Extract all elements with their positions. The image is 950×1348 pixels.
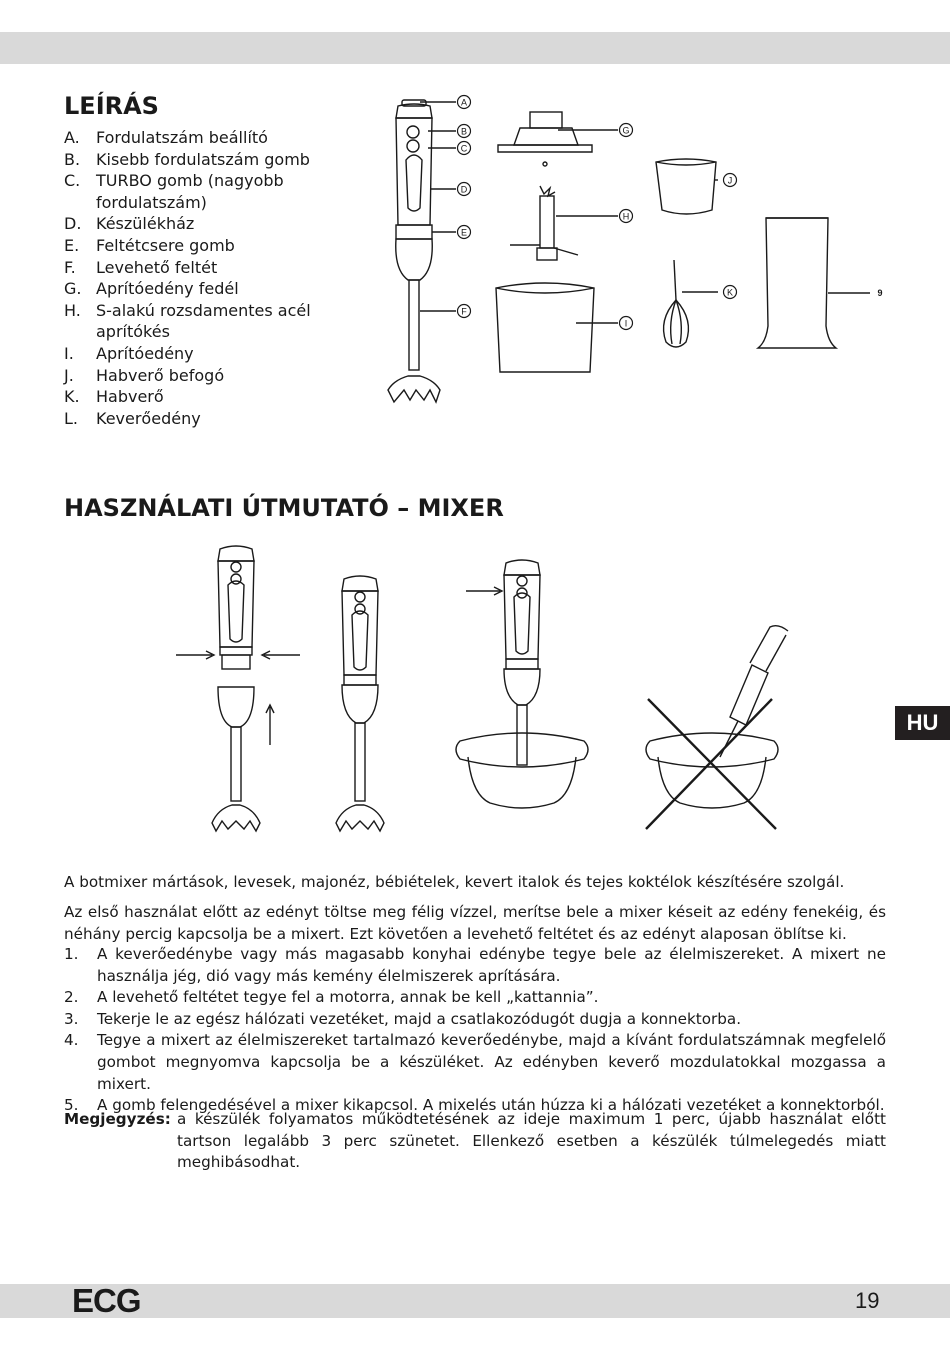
label-k: K <box>726 287 734 298</box>
page-number: 19 <box>855 1288 880 1313</box>
list-item <box>64 300 334 343</box>
note-text: a készülék folyamatos működtetésének az ideje maximum 1 perc, újabb használat előtt tartson legalább 3 perc szünetet. Ellenkező esetben a készülék túlmelegedés miatt meghibásodhat. <box>177 1110 886 1172</box>
label-i: I <box>624 318 628 329</box>
intro-paragraph: A botmixer mártások, levesek, majonéz, bébiételek, kevert italok és tejes koktélok készítésére szolgál. <box>64 873 845 892</box>
list-item <box>64 386 334 408</box>
list-item <box>64 235 334 257</box>
list-item-letter: B. <box>64 149 81 169</box>
list-item-letter: G. <box>64 279 82 299</box>
section-title-description: LEÍRÁS <box>64 92 159 120</box>
step-number: 5. <box>64 1096 79 1115</box>
list-item <box>64 343 334 365</box>
list-item-text: Aprítóedény <box>96 343 194 363</box>
step-2-drawing <box>336 576 384 831</box>
list-item <box>64 127 334 149</box>
list-item <box>64 1030 886 1095</box>
list-item <box>64 257 334 279</box>
list-item <box>64 944 886 987</box>
first-use-paragraph: Az első használat előtt az edényt töltse meg félig vízzel, merítse bele a mixer késeit az edény fenekéig, és néhány percig kapcsolja be a mixert. Ezt követően a levehető feltétet és az edényt alaposan öblítse ki. <box>64 903 886 943</box>
whisk-holder-drawing <box>656 159 716 214</box>
hand-blender-drawing <box>388 100 440 402</box>
list-item-letter: C. <box>64 171 81 191</box>
list-item <box>64 408 334 430</box>
list-item-letter: E. <box>64 235 80 255</box>
parts-list <box>64 127 334 429</box>
usage-illustration <box>160 535 840 835</box>
list-item-letter: L. <box>64 408 78 428</box>
step-text: A keverőedénybe vagy más magasabb konyhai edénybe tegye bele az élelmiszereket. A mixert ne használja jég, dió vagy más kemény élelmiszerek aprítására. <box>97 945 886 985</box>
note-label: Megjegyzés: <box>64 1110 171 1128</box>
list-item-letter: H. <box>64 300 81 320</box>
list-item-text: Feltétcsere gomb <box>96 235 235 255</box>
list-item-text: Fordulatszám beállító <box>96 128 268 147</box>
list-item <box>64 278 334 300</box>
step-text: Tekerje le az egész hálózati vezetéket, majd a csatlakozódugót dugja a konnektorba. <box>97 1009 742 1028</box>
step-text: Tegye a mixert az élelmiszereket tartalmazó keverőedénybe, majd a kívánt fordulatszámnak megfelelő gombot megnyomva kapcsolja be a készüléket. Az edényben keverő mozdulatokkal mozgassa a mixert. <box>97 1031 886 1093</box>
brand-logo: ECG <box>72 1282 141 1319</box>
parts-diagram <box>380 90 900 420</box>
list-item <box>64 365 334 387</box>
step-4-drawing <box>646 626 788 829</box>
list-item-text: TURBO gomb (nagyobb fordulatszám) <box>96 171 284 212</box>
instruction-steps <box>64 944 886 1117</box>
step-number: 3. <box>64 1009 79 1028</box>
list-item-text: Keverőedény <box>96 408 201 428</box>
footer-bar <box>0 1284 950 1318</box>
label-g: G <box>622 125 630 136</box>
section-title-instructions: HASZNÁLATI ÚTMUTATÓ – MIXER <box>64 494 504 522</box>
step-number: 4. <box>64 1031 79 1050</box>
chopper-bowl-drawing <box>496 283 594 372</box>
list-item-letter: I. <box>64 343 74 363</box>
list-item-letter: J. <box>64 365 74 385</box>
list-item-text: Aprítóedény fedél <box>96 279 239 299</box>
list-item <box>64 1009 886 1031</box>
label-b: B <box>460 126 468 137</box>
list-item-text: Kisebb fordulatszám gomb <box>96 149 310 169</box>
label-a: A <box>460 97 468 108</box>
label-f: F <box>461 306 467 317</box>
list-item-text: Habverő befogó <box>96 365 225 385</box>
list-item-text: Készülékház <box>96 214 195 234</box>
list-item-text: S-alakú rozsdamentes acél aprítókés <box>96 300 311 342</box>
chopper-lid-drawing <box>498 112 592 166</box>
step-text: A levehető feltétet tegye fel a motorra, annak be kell „kattannia”. <box>97 988 599 1007</box>
list-item <box>64 170 334 213</box>
list-item-letter: K. <box>64 387 80 407</box>
step-3-drawing <box>456 560 588 808</box>
list-item-text: Habverő <box>96 387 164 407</box>
top-header-bar <box>0 32 950 64</box>
label-h: H <box>622 211 630 222</box>
step-number: 1. <box>64 945 79 963</box>
label-c: C <box>460 143 468 154</box>
language-tab: HU <box>895 706 950 740</box>
label-l: 9 <box>877 288 883 298</box>
label-d: D <box>460 184 468 195</box>
label-j: J <box>727 175 733 186</box>
step-1-drawing <box>176 546 300 831</box>
s-blade-drawing <box>510 186 578 260</box>
list-item <box>64 213 334 235</box>
list-item-letter: D. <box>64 214 82 234</box>
step-text: A gomb felengedésével a mixer kikapcsol. A mixelés után húzza ki a hálózati vezetéket a konnektorból. <box>97 1096 885 1115</box>
label-e: E <box>460 227 468 238</box>
list-item-letter: F. <box>64 257 76 277</box>
whisk-drawing <box>664 260 689 347</box>
list-item <box>64 987 886 1009</box>
list-item <box>64 149 334 171</box>
step-number: 2. <box>64 988 79 1007</box>
list-item-text: Levehető feltét <box>96 257 218 277</box>
beaker-drawing <box>758 218 836 348</box>
list-item-letter: A. <box>64 128 80 147</box>
